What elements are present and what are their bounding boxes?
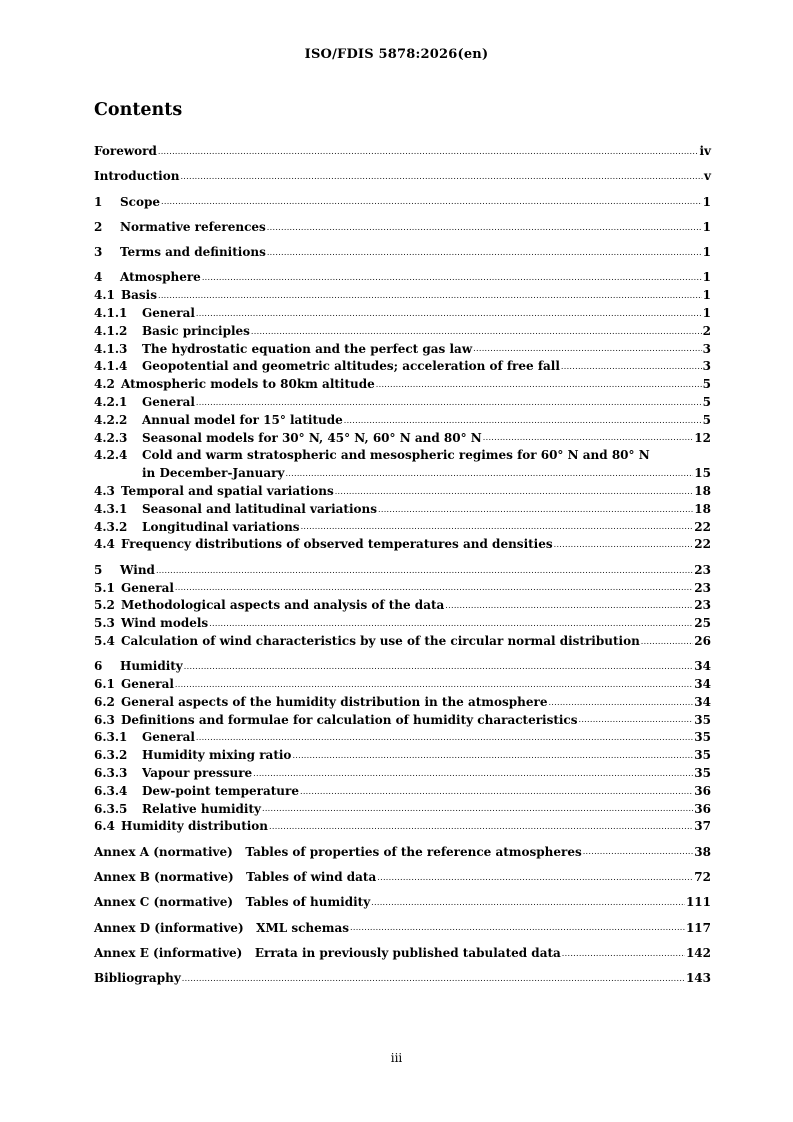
toc-leader-dots [196,396,702,409]
toc-leader-dots [267,246,702,259]
toc-entry-page: 26 [694,633,711,648]
toc-entry[interactable] [94,597,711,615]
toc-leader-dots [371,896,685,909]
toc-entry-title: General [142,395,195,410]
toc-entry-number: 4.2.3 [94,430,128,445]
toc-entry-page: 25 [694,616,711,631]
toc-leader-dots [202,271,702,284]
toc-entry-page: 35 [694,748,711,763]
toc-entry-page: 1 [702,219,711,234]
toc-entry-title: Temporal and spatial variations [121,484,334,499]
toc-entry-title: Normative references [120,219,266,234]
toc-entry[interactable] [94,143,711,161]
toc-entry[interactable] [94,244,711,262]
toc-entry[interactable] [94,818,711,836]
toc-entry-title: General [142,730,195,745]
toc-entry-page: 12 [694,430,711,445]
toc-entry-page: 34 [694,659,711,674]
toc-entry-page: 1 [702,288,711,303]
toc-entry-page: 3 [702,359,711,374]
toc-entry-number: 6.3.5 [94,801,128,816]
toc-entry-number: 2 [94,219,103,234]
toc-entry[interactable] [94,341,711,359]
toc-entry-title: The hydrostatic equation and the perfect gas law [142,341,473,356]
toc-entry-page: 117 [685,920,711,935]
toc-leader-dots [483,431,694,444]
toc-entry[interactable] [94,219,711,237]
toc-entry[interactable] [94,562,711,580]
toc-entry-page: 38 [694,844,711,859]
toc-entry[interactable] [94,323,711,341]
toc-entry-number: 6.3.1 [94,730,128,745]
toc-entry[interactable] [94,869,711,887]
toc-entry-number: 5.4 [94,633,115,648]
toc-entry-page: v [704,169,711,184]
toc-entry-title: Introduction [94,169,180,184]
toc-entry-page: 143 [685,971,711,986]
contents-title: Contents [94,100,183,120]
toc-entry-page: 3 [702,341,711,356]
toc-entry[interactable] [94,970,711,988]
document-header: ISO/FDIS 5878:2026(en) [304,47,489,62]
toc-leader-dots [158,289,702,302]
toc-entry-title: Seasonal and latitudinal variations [142,501,378,516]
toc-entry[interactable] [94,729,711,747]
toc-leader-dots [583,845,694,858]
toc-leader-dots [473,342,701,355]
toc-entry-page: 35 [694,766,711,780]
toc-entry-number: 6.2 [94,694,115,709]
toc-entry-page: 1 [702,245,711,260]
toc-entry[interactable] [94,519,711,537]
toc-entry-number: 4.3 [94,484,115,499]
toc-entry[interactable] [94,765,711,783]
toc-entry-number: 4 [94,270,103,285]
toc-entry-page: 5 [702,395,711,410]
table-of-contents [94,143,711,988]
toc-entry-number: 6.3 [94,712,115,727]
toc-entry-number: 4.3.1 [94,501,128,516]
toc-entry-number: 4.1.4 [94,359,128,374]
toc-entry-page: iv [699,144,711,158]
toc-entry[interactable] [94,305,711,323]
toc-entry-number: 3 [94,245,103,260]
toc-entry-page: 22 [694,519,711,534]
toc-entry[interactable] [94,269,711,287]
toc-entry-title: Geopotential and geometric altitudes; acceleration of free fall [142,359,560,374]
toc-entry-title: Basic principles [142,323,250,338]
toc-entry[interactable] [94,194,711,212]
page-number-footer: iii [390,1051,403,1065]
toc-entry-number: 4.2 [94,377,115,392]
toc-entry-number: 6.3.3 [94,766,128,780]
toc-entry[interactable] [94,615,711,633]
toc-entry-page: 18 [694,484,711,499]
toc-entry-page: 18 [694,501,711,516]
toc-leader-dots [562,947,685,960]
toc-leader-dots [335,485,694,498]
toc-entry-number: 1 [94,194,103,209]
toc-entry[interactable] [94,580,711,598]
toc-entry[interactable] [94,376,711,394]
toc-leader-dots [209,617,693,630]
toc-leader-dots [378,503,693,516]
toc-entry-title: Annex C (normative) Tables of humidity [94,895,371,910]
toc-entry-page: 23 [694,598,711,613]
toc-entry-title: General [121,580,174,595]
toc-entry-title: Atmosphere [120,270,201,285]
toc-entry[interactable] [94,447,711,465]
toc-entry-page: 23 [694,580,711,595]
toc-entry-page: 1 [702,270,711,285]
toc-entry-continuation[interactable] [94,465,711,483]
toc-leader-dots [184,660,694,673]
toc-entry-number: 4.3.2 [94,519,128,534]
toc-entry[interactable] [94,712,711,730]
toc-leader-dots [579,713,694,726]
toc-entry-title: Wind models [121,616,209,631]
toc-entry-page: 2 [702,323,711,338]
toc-leader-dots [196,307,702,320]
toc-entry[interactable] [94,430,711,448]
toc-entry[interactable] [94,412,711,430]
toc-leader-dots [262,802,693,815]
toc-entry-number: 6.3.4 [94,783,128,798]
toc-entry-title: Humidity mixing ratio [142,748,292,763]
toc-leader-dots [554,538,694,551]
toc-leader-dots [300,785,693,798]
toc-entry-title: Methodological aspects and analysis of the data [121,598,445,613]
toc-entry-title: Annex B (normative) Tables of wind data [94,869,377,884]
toc-leader-dots [269,820,693,833]
toc-entry[interactable] [94,483,711,501]
toc-leader-dots [156,564,693,577]
toc-entry-number: 5.3 [94,616,115,631]
toc-leader-dots [251,325,702,338]
toc-leader-dots [285,467,693,480]
toc-entry-number: 4.1 [94,288,115,303]
toc-entry-title: General [142,306,195,321]
toc-entry-title: General [121,677,174,692]
toc-entry-page: 35 [694,712,711,727]
toc-entry[interactable] [94,747,711,765]
toc-entry-number: 6 [94,659,103,674]
toc-entry-title: Annex D (informative) XML schemas [94,920,350,935]
toc-entry-title: Terms and definitions [120,245,266,260]
toc-leader-dots [376,378,702,391]
toc-entry-title: Dew-point temperature [142,783,299,798]
toc-entry-title: Frequency distributions of observed temperatures and densities [121,537,553,552]
toc-entry[interactable] [94,783,711,801]
toc-entry-title-continued: in December-January [142,466,285,481]
toc-leader-dots [548,696,693,709]
toc-entry[interactable] [94,168,711,186]
toc-entry-number: 4.2.2 [94,412,128,427]
toc-entry[interactable] [94,945,711,963]
toc-entry-number: 4.2.4 [94,448,128,463]
toc-entry[interactable] [94,694,711,712]
toc-entry-number: 4.1.1 [94,306,128,321]
toc-leader-dots [641,635,694,648]
toc-entry[interactable] [94,536,711,554]
toc-entry-title: Atmospheric models to 80km altitude [121,377,375,392]
toc-entry-page: 111 [685,895,711,910]
toc-entry-title: Seasonal models for 30° N, 45° N, 60° N and 80° N [142,430,482,445]
toc-entry[interactable] [94,501,711,519]
toc-entry-title: Vapour pressure [142,766,253,780]
toc-entry-title: Annual model for 15° latitude [142,412,343,427]
toc-leader-dots [161,195,702,208]
toc-leader-dots [267,221,702,234]
toc-entry-title: Longitudinal variations [142,519,300,534]
toc-entry[interactable] [94,920,711,938]
toc-entry[interactable] [94,894,711,912]
toc-entry-title: Definitions and formulae for calculation of humidity characteristics [121,712,578,727]
toc-entry[interactable] [94,394,711,412]
toc-entry[interactable] [94,844,711,862]
toc-entry-number: 4.4 [94,537,115,552]
toc-entry-title: Foreword [94,144,157,158]
toc-entry-page: 35 [694,730,711,745]
toc-entry-number: 5 [94,562,103,577]
toc-entry-number: 4.2.1 [94,395,128,410]
toc-entry-title: Calculation of wind characteristics by use of the circular normal distribution [121,633,640,648]
toc-leader-dots [561,360,702,373]
toc-entry[interactable] [94,676,711,694]
toc-entry-page: 34 [694,694,711,709]
toc-entry-title: Humidity distribution [121,819,269,834]
toc-leader-dots [292,749,693,762]
toc-entry-title: General aspects of the humidity distribution in the atmosphere [121,694,548,709]
toc-entry-number: 6.1 [94,677,115,692]
toc-entry-page: 22 [694,537,711,552]
toc-entry-number: 4.1.3 [94,341,128,356]
toc-leader-dots [180,170,703,183]
toc-entry-page: 37 [694,819,711,834]
toc-entry[interactable] [94,801,711,819]
toc-entry-number: 5.1 [94,580,115,595]
toc-entry-page: 5 [702,412,711,427]
toc-leader-dots [377,871,693,884]
toc-leader-dots [253,767,693,780]
toc-entry-page: 5 [702,377,711,392]
toc-entry-title: Basis [121,288,157,303]
toc-entry-page: 36 [694,783,711,798]
toc-entry[interactable] [94,358,711,376]
toc-entry[interactable] [94,658,711,676]
toc-entry[interactable] [94,633,711,651]
toc-entry-number: 6.3.2 [94,748,128,763]
toc-entry-number: 5.2 [94,598,115,613]
toc-entry-number: 4.1.2 [94,323,128,338]
toc-leader-dots [175,678,693,691]
toc-entry-page: 23 [694,562,711,577]
toc-leader-dots [175,581,693,594]
toc-entry-number: 6.4 [94,819,115,834]
toc-entry-title: Annex A (normative) Tables of properties of the reference atmospheres [94,844,582,859]
toc-entry-title: Scope [120,194,161,209]
toc-entry-page: 142 [685,945,711,960]
toc-leader-dots [350,921,685,934]
toc-leader-dots [182,972,685,985]
toc-entry-page: 72 [694,869,711,884]
toc-entry-page: 15 [694,466,711,481]
toc-leader-dots [158,145,699,158]
toc-leader-dots [344,414,702,427]
toc-entry-page: 34 [694,677,711,692]
toc-entry-page: 1 [702,194,711,209]
toc-leader-dots [301,520,694,533]
toc-entry-title: Wind [120,562,155,577]
toc-entry-title: Cold and warm stratospheric and mesospheric regimes for 60° N and 80° N [142,448,650,463]
toc-entry-title: Annex E (informative) Errata in previously published tabulated data [94,945,561,960]
toc-entry-title: Relative humidity [142,801,261,816]
toc-leader-dots [196,731,693,744]
toc-entry-title: Humidity [120,659,183,674]
toc-entry-page: 1 [702,306,711,321]
toc-leader-dots [445,599,693,612]
toc-entry-title: Bibliography [94,971,181,986]
toc-entry[interactable] [94,287,711,305]
toc-entry-page: 36 [694,801,711,816]
